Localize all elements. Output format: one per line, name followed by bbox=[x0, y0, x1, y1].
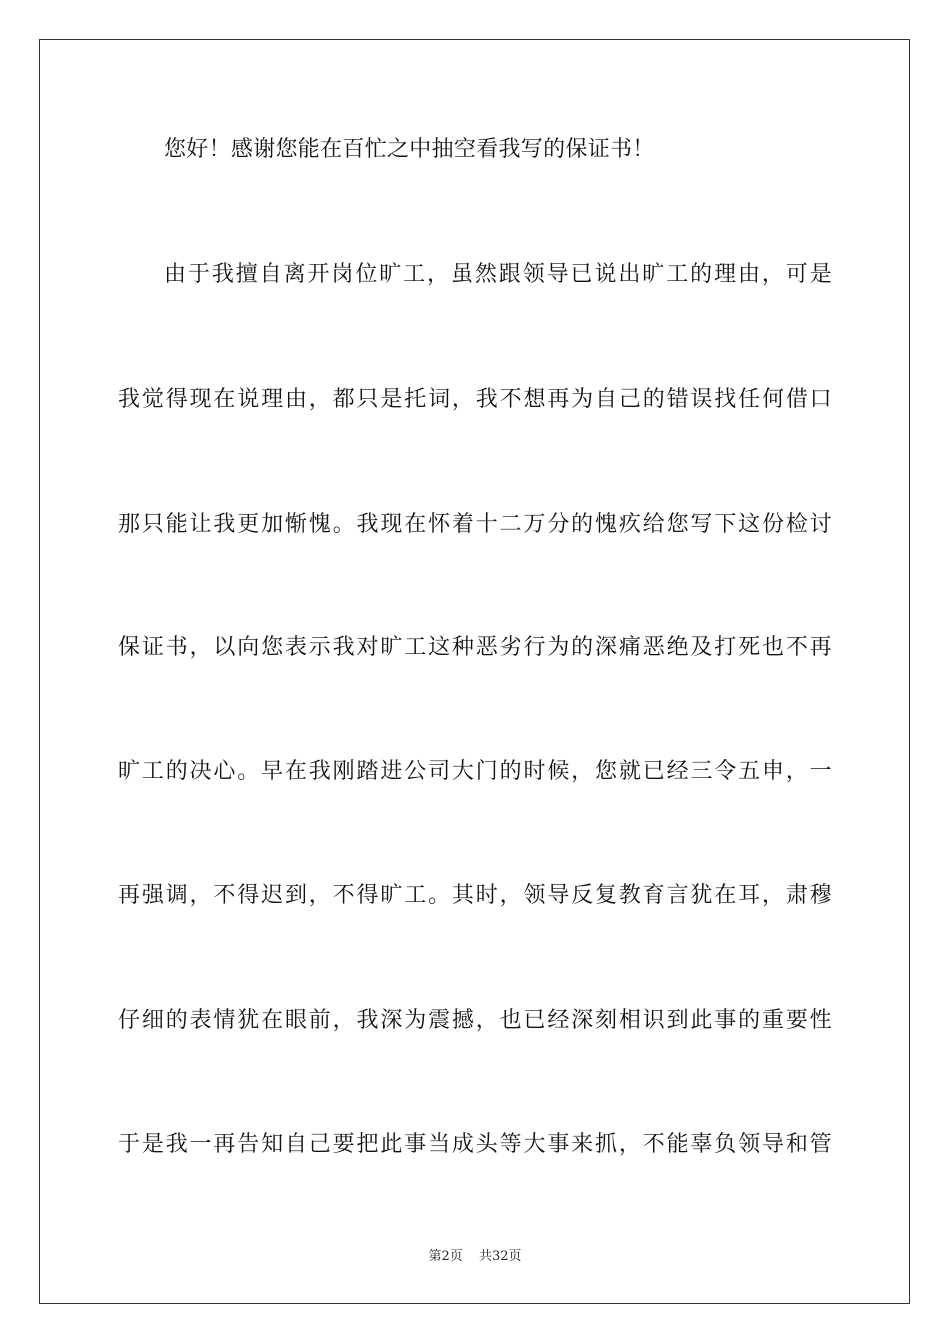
page-total: 共32页 bbox=[478, 1249, 522, 1264]
body-line-4: 保证书，以向您表示我对旷工这种恶劣行为的深痛恶绝及打死也不再 bbox=[118, 635, 832, 660]
page-number: 第2页 bbox=[428, 1249, 463, 1264]
page-footer bbox=[0, 1248, 950, 1266]
body-line-6: 再强调，不得迟到，不得旷工。其时，领导反复教育言犹在耳，肃穆 bbox=[118, 883, 832, 908]
body-line-3: 那只能让我更加惭愧。我现在怀着十二万分的愧疚给您写下这份检讨 bbox=[118, 512, 832, 537]
body-line-1: 由于我擅自离开岗位旷工，虽然跟领导已说出旷工的理由，可是 bbox=[164, 262, 832, 287]
greeting-line: 您好！感谢您能在百忙之中抽空看我写的保证书！ bbox=[164, 137, 655, 162]
body-line-5: 旷工的决心。早在我刚踏进公司大门的时候，您就已经三令五申，一 bbox=[118, 759, 832, 784]
body-line-2: 我觉得现在说理由，都只是托词，我不想再为自己的错误找任何借口 bbox=[118, 387, 832, 412]
page-border bbox=[39, 39, 910, 1304]
body-line-7: 仔细的表情犹在眼前，我深为震撼，也已经深刻相识到此事的重要性 bbox=[118, 1008, 832, 1033]
body-line-8: 于是我一再告知自己要把此事当成头等大事来抓，不能辜负领导和管 bbox=[118, 1132, 832, 1157]
